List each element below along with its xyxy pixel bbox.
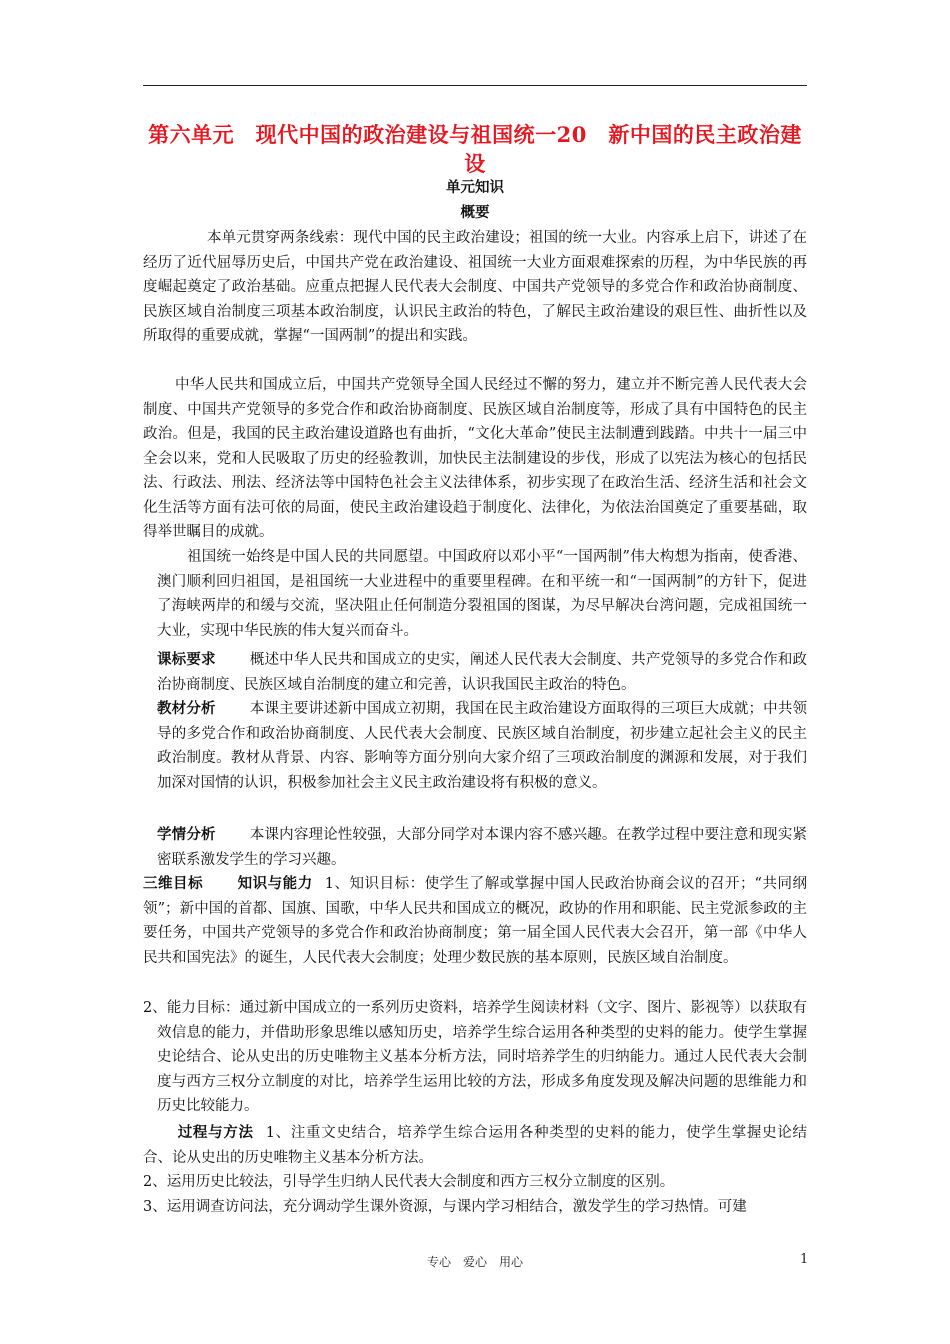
goals-sublabel: 知识与能力 xyxy=(237,876,313,892)
goals-label: 三维目标 xyxy=(143,876,204,892)
document-title: 第六单元 现代中国的政治建设与祖国统一20 新中国的民主政治建设 xyxy=(148,122,802,176)
curriculum-text: 概述中华人民共和国成立的史实，阐述人民代表大会制度、共产党领导的多党合作和政治协商制度、民族区域自治制度的建立和完善，认识我国民主政治的特色。 xyxy=(157,652,808,693)
goals-knowledge-text: 1、知识目标：使学生了解或掌握中国人民政治协商会议的召开；“共同纲领”；新中国的首都、国旗、国歌，中华人民共和国成立的概况，政协的作用和职能、民主党派参政的主要任务，中国共产党领导的多党合作和政治协商制度；第一届全国人民代表大会召开，第一部《中华人民共和国宪法》的诞生，人民代表大会制度；处理少数民族的基本原则，民族区域自治制度。 xyxy=(143,876,808,966)
process-text-1: 1、注重文史结合，培养学生综合运用各种类型的史料的能力，使学生掌握史论结合、论从史出的历史唯物主义基本分析方法。 xyxy=(143,1125,807,1166)
curriculum-section xyxy=(157,648,807,697)
page-number: 1 xyxy=(800,1252,809,1267)
sub-heading: 概要 xyxy=(460,204,490,221)
process-section xyxy=(143,1121,807,1170)
overview-paragraph-2: 中华人民共和国成立后，中国共产党领导全国人民经过不懈的努力，建立并不断完善人民代表大会制度、中国共产党领导的多党合作和政治协商制度、民族区域自治制度等，形成了具有中国特色的民主政治。但是，我国的民主政治建设道路也有曲折，“文化大革命”使民主法制遭到践踏。中共十一届三中全会以来，党和人民吸取了历史的经验教训，加快民主法制建设的步伐，形成了以宪法为核心的包括民法、行政法、刑法、经济法等中国特色社会主义法律体系，初步实现了在政治生活、经济生活和社会文化生活等方面有法可依的局面，使民主政治建设趋于制度化、法律化，为依法治国奠定了重要基础，取得举世瞩目的成就。 xyxy=(143,377,807,540)
students-text: 本课内容理论性较强，大部分同学对本课内容不感兴趣。在教学过程中要注意和现实紧密联系激发学生的学习兴趣。 xyxy=(157,827,808,868)
overview-paragraph-3: 祖国统一始终是中国人民的共同愿望。中国政府以邓小平“一国两制”伟大构想为指南，使香港、澳门顺利回归祖国，是祖国统一大业进程中的重要里程碑。在和平统一和“一国两制”的方针下，促进了海峡两岸的和缓与交流，坚决阻止任何制造分裂祖国的图谋，为尽早解决台湾问题，完成祖国统一大业，实现中华民族的伟大复兴而奋斗。 xyxy=(157,549,807,639)
goals-knowledge-section xyxy=(143,872,807,970)
curriculum-label: 课标要求 xyxy=(157,652,216,668)
students-label: 学情分析 xyxy=(157,827,216,843)
header-rule xyxy=(143,85,807,86)
footer-motto: 专心 爱心 用心 xyxy=(426,1255,523,1269)
process-text-3: 3、运用调查访问法，充分调动学生课外资源，与课内学习相结合，激发学生的学习热情。可建 xyxy=(143,1199,747,1215)
overview-paragraph-1: 本单元贯穿两条线索：现代中国的民主政治建设；祖国的统一大业。内容承上启下，讲述了在经历了近代屈辱历史后，中国共产党在政治建设、祖国统一大业方面艰难探索的历程，为中华民族的再度崛起奠定了政治基础。应重点把握人民代表大会制度、中国共产党领导的多党合作和政治协商制度、民族区域自治制度三项基本政治制度，认识民主政治的特色，了解民主政治建设的艰巨性、曲折性以及所取得的重要成就，掌握“一国两制”的提出和实践。 xyxy=(143,230,807,344)
process-text-2: 2、运用历史比较法，引导学生归纳人民代表大会制度和西方三权分立制度的区别。 xyxy=(143,1174,675,1190)
process-label: 过程与方法 xyxy=(177,1125,254,1141)
textbook-text: 本课主要讲述新中国成立初期，我国在民主政治建设方面取得的三项巨大成就；中共领导的多党合作和政治协商制度、人民代表大会制度、民族区域自治制度，初步建立起社会主义的民主政治制度。教材从背景、内容、影响等方面分别向大家介绍了三项政治制度的渊源和发展，对于我们加深对国情的认识，积极参加社会主义民主政治建设将有积极的意义。 xyxy=(157,701,808,791)
students-section xyxy=(157,823,807,872)
goals-ability-text: 2、能力目标：通过新中国成立的一系列历史资料，培养学生阅读材料（文字、图片、影视等）以获取有效信息的能力，并借助形象思维以感知历史，培养学生综合运用各种类型的史料的能力。使学生掌握史论结合、论从史出的历史唯物主义基本分析方法，同时培养学生的归纳能力。通过人民代表大会制度与西方三权分立制度的对比，培养学生运用比较的方法，形成多角度发现及解决问题的思维能力和历史比较能力。 xyxy=(143,1000,807,1114)
section-heading: 单元知识 xyxy=(446,179,504,196)
textbook-section xyxy=(157,697,807,795)
textbook-label: 教材分析 xyxy=(157,701,216,717)
